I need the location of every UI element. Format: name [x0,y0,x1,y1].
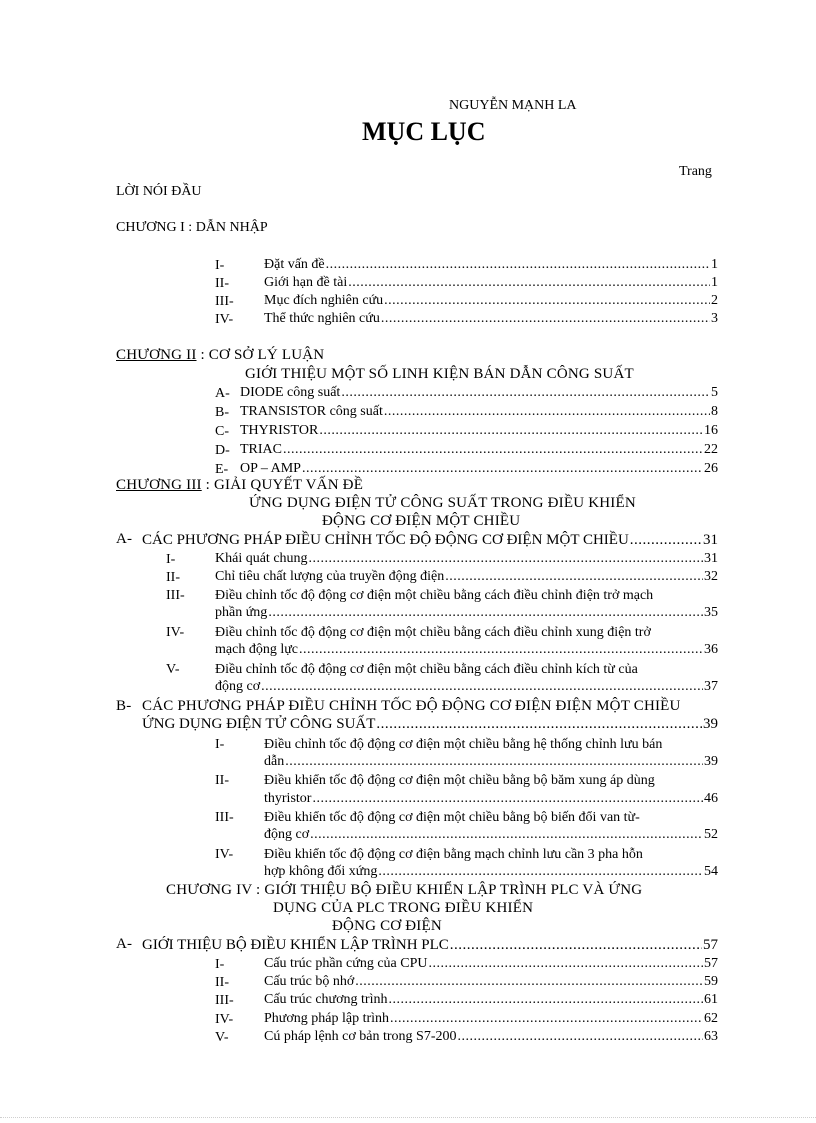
toc-text: động cơ [264,827,310,842]
toc-page: 31 [704,551,718,566]
toc-number: I- [215,957,225,972]
toc-entry[interactable] [215,604,718,622]
toc-number: V- [215,1030,229,1045]
toc-text-line: Điều khiển tốc độ động cơ điện một chiều bằng bộ biến đổi van từ- [264,810,640,825]
toc-page: 39 [703,716,718,732]
chapter-4-title-3: ĐỘNG CƠ ĐIỆN [332,918,442,934]
toc-page: 54 [704,864,718,879]
toc-entry[interactable] [264,274,718,292]
toc-entry[interactable] [264,1010,718,1028]
chapter-3-subtitle-2: ĐỘNG CƠ ĐIỆN MỘT CHIỀU [322,513,521,529]
toc-page: 57 [703,937,718,953]
toc-entry[interactable] [264,991,718,1009]
toc-number: III- [166,588,185,603]
toc-text: OP – AMP [240,461,301,476]
toc-number: C- [215,424,229,439]
toc-page: 32 [704,569,718,584]
toc-page: 57 [704,956,718,971]
chapter-2-label: CHƯƠNG II [116,347,197,363]
toc-page: 61 [704,992,718,1007]
toc-page: 8 [711,404,718,419]
toc-entry[interactable] [264,955,718,973]
page-title: MỤC LỤC [362,117,486,146]
toc-number: B- [215,405,229,420]
section-text: CÁC PHƯƠNG PHÁP ĐIỀU CHỈNH TỐC ĐỘ ĐỘNG CƠ ĐIỆN MỘT CHIỀU [142,532,629,548]
toc-page: 37 [704,679,718,694]
toc-page: 5 [711,385,718,400]
toc-number: I- [166,552,176,567]
toc-number: IV- [215,312,234,327]
toc-number: II- [166,570,180,585]
chapter-3-separator: : [201,477,211,493]
toc-entry[interactable] [240,403,718,421]
chapter-3-label: CHƯƠNG III [116,477,202,493]
toc-text: Phương pháp lập trình [264,1011,390,1026]
chapter-2-subtitle: GIỚI THIỆU MỘT SỐ LINH KIỆN BÁN DẪN CÔNG SUẤT [245,366,634,382]
toc-number: D- [215,443,230,458]
chapter-2-separator: : [196,347,205,363]
toc-entry[interactable] [215,550,718,568]
section-entry[interactable] [142,715,718,733]
toc-text: Chỉ tiêu chất lượng của truyền động điện [215,569,445,584]
section-entry[interactable] [142,531,718,549]
toc-entry[interactable] [215,641,718,659]
author-name: NGUYỄN MẠNH LA [449,98,577,113]
toc-number: II- [215,773,229,788]
section-entry[interactable] [142,936,718,954]
toc-text-line: Điều khiển tốc độ động cơ điện bằng mạch chỉnh lưu cần 3 pha hỗn [264,847,643,862]
toc-entry[interactable] [240,460,718,478]
toc-page: 59 [704,974,718,989]
toc-entry[interactable] [264,863,718,881]
toc-text-line: Điều khiển tốc độ động cơ điện một chiều bằng bộ băm xung áp dùng [264,773,655,788]
preface-heading: LỜI NÓI ĐẦU [116,184,202,199]
section-number: A- [116,936,133,952]
toc-text: Khái quát chung [215,551,308,566]
toc-number: III- [215,810,234,825]
toc-entry[interactable] [264,310,718,328]
toc-entry[interactable] [215,568,718,586]
chapter-3-subtitle-1: ỨNG DỤNG ĐIỆN TỬ CÔNG SUẤT TRONG ĐIỀU KHIỂN [249,495,636,511]
section-text: ỨNG DỤNG ĐIỆN TỬ CÔNG SUẤT [142,716,376,732]
toc-text: DIODE công suất [240,385,341,400]
page-column-label: Trang [679,164,712,179]
chapter-2-heading [116,347,324,364]
toc-text: hợp không đối xứng [264,864,378,879]
toc-number: IV- [166,625,185,640]
chapter-2-title: CƠ SỞ LÝ LUẬN [208,347,325,363]
toc-number: III- [215,993,234,1008]
section-text: GIỚI THIỆU BỘ ĐIỀU KHIỂN LẬP TRÌNH PLC [142,937,449,953]
toc-number: II- [215,975,229,990]
chapter-4-heading: CHƯƠNG IV : GIỚI THIỆU BỘ ĐIỀU KHIỂN LẬP TRÌNH PLC VÀ ỨNG [166,882,643,898]
toc-number: V- [166,662,180,677]
toc-entry[interactable] [264,826,718,844]
chapter-1-heading: CHƯƠNG I : DẪN NHẬP [116,220,268,235]
toc-text: Thể thức nghiên cứu [264,311,380,326]
toc-page: 22 [704,442,718,457]
toc-text-line: Điều chỉnh tốc độ động cơ điện một chiều bằng cách điều chỉnh kích từ của [215,662,638,677]
toc-text: TRIAC [240,442,282,457]
toc-number: A- [215,386,230,401]
chapter-4-title-2: DỤNG CỦA PLC TRONG ĐIỀU KHIỂN [273,900,534,916]
toc-page: 39 [704,754,718,769]
toc-page: 26 [704,461,718,476]
chapter-3-title: GIẢI QUYẾT VẤN ĐỀ [214,477,364,493]
toc-entry[interactable] [264,292,718,310]
toc-text: dẫn [264,754,285,769]
toc-page: 36 [704,642,718,657]
toc-entry[interactable] [264,256,718,274]
toc-page: 46 [704,791,718,806]
toc-page: 35 [704,605,718,620]
toc-text: Cấu trúc chương trình [264,992,388,1007]
section-number: A- [116,531,133,547]
toc-page: 63 [704,1029,718,1044]
page-edge-divider [0,1117,816,1118]
toc-number: II- [215,276,229,291]
toc-entry[interactable] [240,422,718,440]
toc-page: 62 [704,1011,718,1026]
toc-page: 3 [711,311,718,326]
toc-page: 16 [704,423,718,438]
toc-text: Đặt vấn đề [264,257,325,272]
toc-text-line: Điều chỉnh tốc độ động cơ điện một chiều bằng cách điều chỉnh điện trở mạch [215,588,654,603]
toc-text: THYRISTOR [240,423,319,438]
toc-number: IV- [215,1012,234,1027]
toc-number: I- [215,737,225,752]
toc-text: Cú pháp lệnh cơ bản trong S7-200 [264,1029,457,1044]
toc-page: 52 [704,827,718,842]
toc-entry[interactable] [240,384,718,402]
toc-text: Mục đích nghiên cứu [264,293,384,308]
toc-text-line: Điều chỉnh tốc độ động cơ điện một chiều bằng hệ thống chỉnh lưu bán [264,737,663,752]
toc-number: E- [215,462,229,477]
toc-number: I- [215,258,225,273]
toc-page: 1 [711,257,718,272]
toc-text: Cấu trúc bộ nhớ [264,974,355,989]
toc-text: thyristor [264,791,312,806]
toc-entry[interactable] [264,1028,718,1046]
toc-text: Cấu trúc phần cứng của CPU [264,956,428,971]
toc-page: 1 [711,275,718,290]
toc-number: III- [215,294,234,309]
toc-text: mạch động lực [215,642,299,657]
toc-entry[interactable] [215,678,718,696]
toc-text: phần ứng [215,605,268,620]
toc-page: 2 [711,293,718,308]
toc-entry[interactable] [264,753,718,771]
toc-page: 31 [703,532,718,548]
section-number: B- [116,698,132,714]
toc-entry[interactable] [264,790,718,808]
toc-text-line: Điều chỉnh tốc độ động cơ điện một chiều bằng cách điều chỉnh xung điện trở [215,625,651,640]
section-text-line: CÁC PHƯƠNG PHÁP ĐIỀU CHỈNH TỐC ĐỘ ĐỘNG CƠ ĐIỆN ĐIỆN MỘT CHIỀU [142,698,681,714]
toc-text: Giới hạn đề tài [264,275,348,290]
toc-number: IV- [215,847,234,862]
toc-entry[interactable] [240,441,718,459]
chapter-3-heading [116,477,363,494]
toc-entry[interactable] [264,973,718,991]
toc-text: TRANSISTOR công suất [240,404,383,419]
toc-text: động cơ [215,679,261,694]
